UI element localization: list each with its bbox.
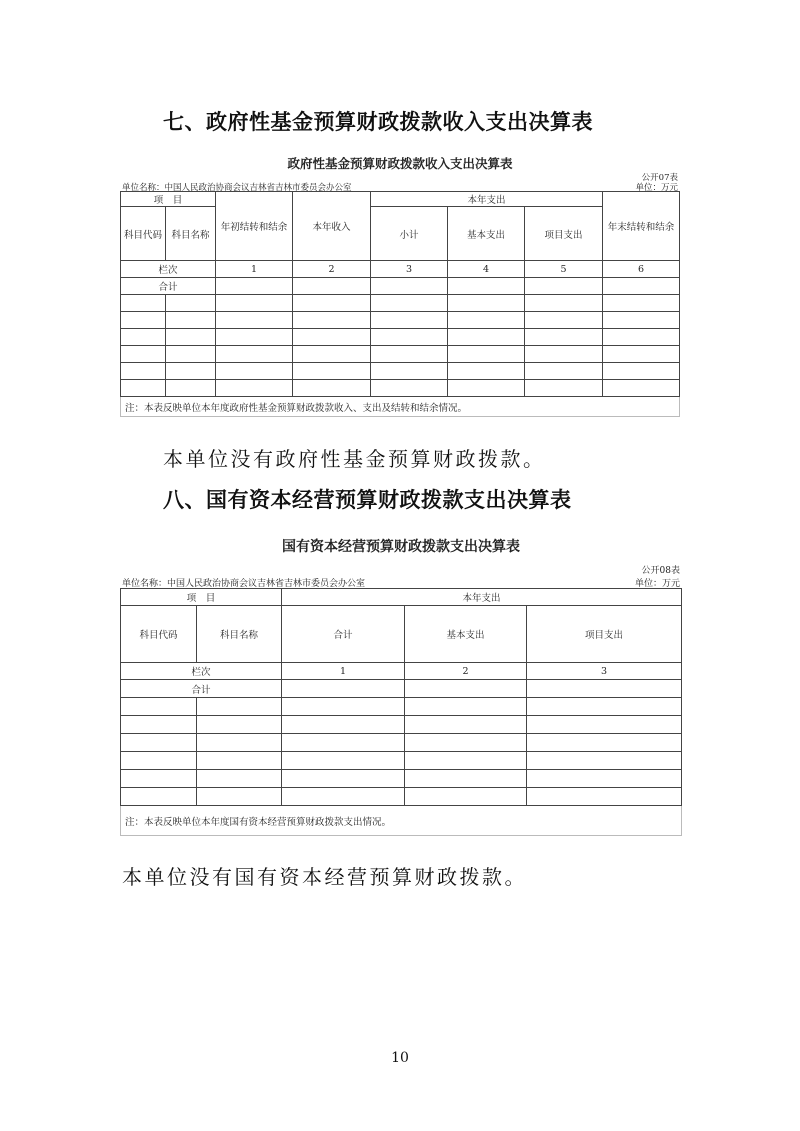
page-number: 10	[391, 1050, 409, 1066]
s8-note: 注：本表反映单位本年度国有资本经营预算财政拨款支出情况。	[121, 806, 682, 836]
s7-row-label: 栏次	[121, 261, 216, 278]
s8-col-number: 2	[405, 663, 527, 680]
table-cell	[282, 680, 405, 698]
s7-col-number: 4	[448, 261, 525, 278]
s7-header-item: 项 目	[121, 192, 216, 207]
section8-unit-measure: 单位：万元	[634, 579, 680, 589]
section7-heading: 七、政府性基金预算财政拨款收入支出决算表	[163, 110, 593, 134]
table-row	[121, 716, 682, 734]
table-row	[121, 698, 682, 716]
table-row	[121, 770, 682, 788]
s7-header-basic: 基本支出	[448, 207, 525, 261]
table-row	[121, 380, 680, 397]
table-row	[121, 363, 680, 380]
table-cell	[525, 278, 603, 295]
s8-header-total: 合计	[282, 606, 405, 663]
table-row	[121, 346, 680, 363]
s7-header-subtotal: 小计	[371, 207, 448, 261]
table-cell	[405, 680, 527, 698]
section8-table-title: 国有资本经营预算财政拨款支出决算表	[282, 539, 520, 555]
table-row	[121, 295, 680, 312]
s7-header-income: 本年收入	[293, 192, 371, 261]
section8-table	[120, 588, 682, 836]
table-cell	[371, 278, 448, 295]
section7-sheet	[120, 146, 680, 428]
section7-table	[120, 191, 680, 417]
table-row	[121, 329, 680, 346]
s7-col-number: 3	[371, 261, 448, 278]
s8-row-label: 栏次	[121, 663, 282, 680]
section8-statement: 本单位没有国有资本经营预算财政拨款。	[122, 865, 527, 889]
table-row	[121, 788, 682, 806]
s7-header-project: 项目支出	[525, 207, 603, 261]
table-cell	[448, 278, 525, 295]
s7-header-subject-code: 科目代码	[121, 207, 166, 261]
s8-total-label: 合计	[121, 680, 282, 698]
section8-sheet	[120, 528, 682, 840]
table-cell	[603, 278, 680, 295]
s8-header-basic: 基本支出	[405, 606, 527, 663]
section8-unit-name: 单位名称：中国人民政治协商会议吉林省吉林市委员会办公室	[122, 579, 366, 589]
section7-unit-measure: 单位：万元	[635, 183, 678, 193]
s8-header-expenditure: 本年支出	[282, 589, 682, 606]
s7-total-label: 合计	[121, 278, 216, 295]
s7-header-expenditure: 本年支出	[371, 192, 603, 207]
s8-col-number: 3	[527, 663, 682, 680]
s7-col-number: 1	[216, 261, 293, 278]
s8-col-number: 1	[282, 663, 405, 680]
s8-header-subject-code: 科目代码	[121, 606, 197, 663]
s7-header-opening-balance: 年初结转和结余	[216, 192, 293, 261]
table-row	[121, 752, 682, 770]
section8-heading: 八、国有资本经营预算财政拨款支出决算表	[163, 488, 572, 512]
s7-note: 注：本表反映单位本年度政府性基金预算财政拨款收入、支出及结转和结余情况。	[121, 397, 680, 417]
section7-form-code: 公开07表	[641, 173, 678, 183]
table-cell	[527, 680, 682, 698]
table-row	[121, 734, 682, 752]
s7-col-number: 2	[293, 261, 371, 278]
s8-header-subject-name: 科目名称	[197, 606, 282, 663]
section7-table-title: 政府性基金预算财政拨款收入支出决算表	[287, 156, 513, 171]
table-row	[121, 312, 680, 329]
table-cell	[216, 278, 293, 295]
s8-header-project: 项目支出	[527, 606, 682, 663]
s7-col-number: 6	[603, 261, 680, 278]
s8-header-item: 项 目	[121, 589, 282, 606]
section7-statement: 本单位没有政府性基金预算财政拨款。	[163, 447, 546, 471]
section8-form-code: 公开08表	[641, 566, 680, 576]
s7-col-number: 5	[525, 261, 603, 278]
s7-header-closing-balance: 年末结转和结余	[603, 192, 680, 261]
table-cell	[293, 278, 371, 295]
s7-header-subject-name: 科目名称	[166, 207, 216, 261]
section7-unit-name: 单位名称：中国人民政治协商会议吉林省吉林市委员会办公室	[122, 183, 352, 193]
